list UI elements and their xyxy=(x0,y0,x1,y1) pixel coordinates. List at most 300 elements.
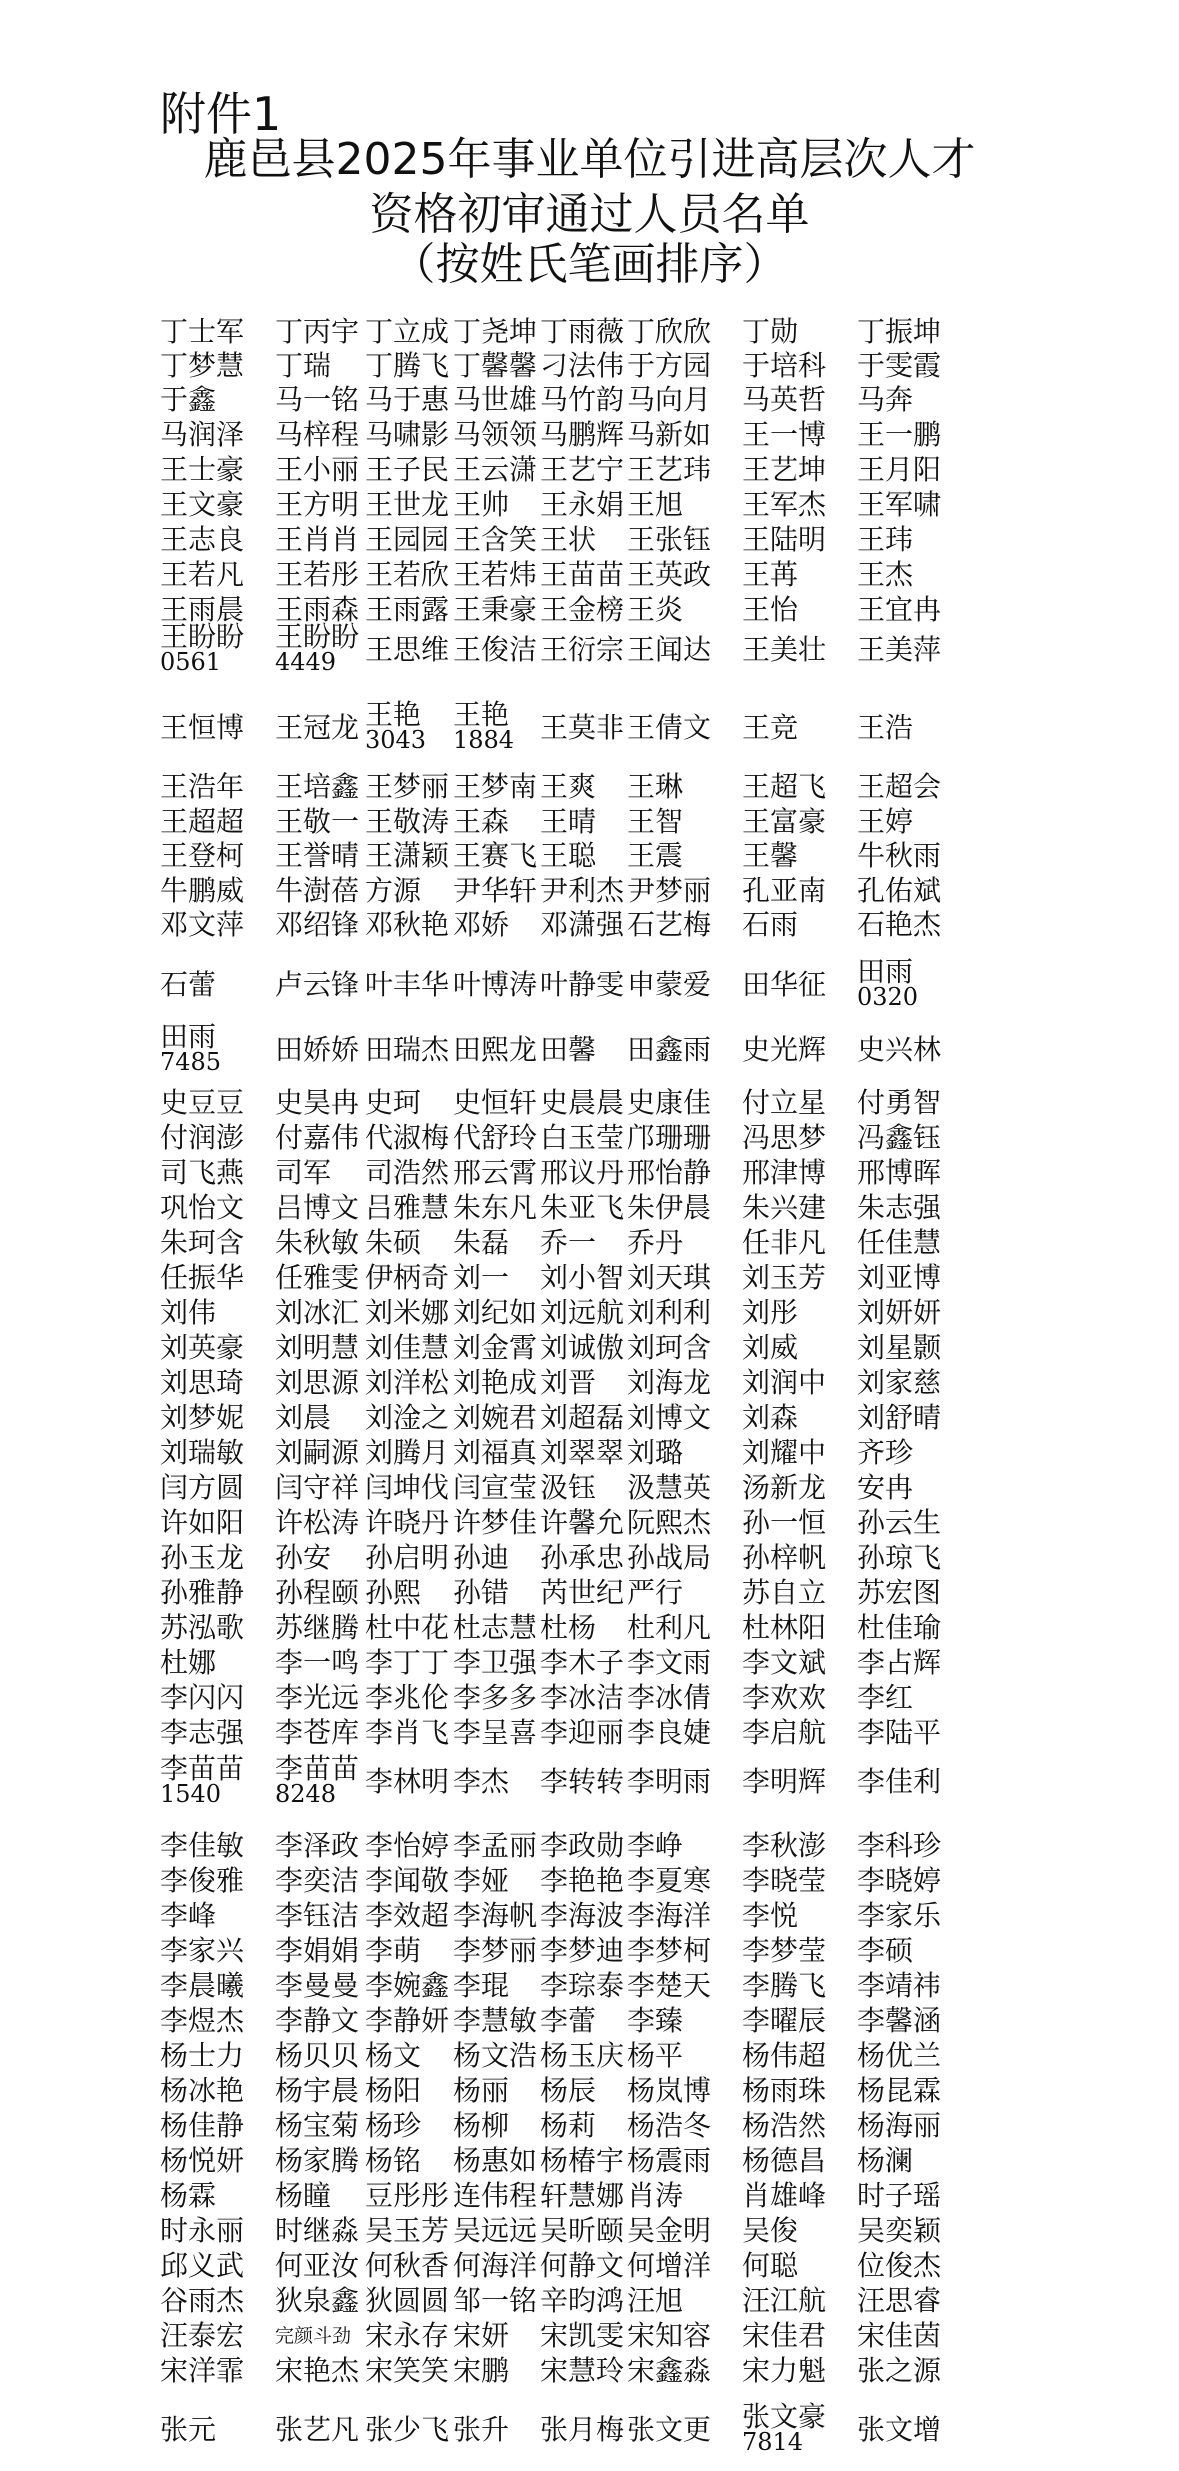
name-cell: 李志强 xyxy=(160,1716,245,1749)
name-cell: 刘洋松 xyxy=(365,1366,450,1399)
name-cell: 刘博文 xyxy=(627,1401,712,1434)
name-cell: 李腾飞 xyxy=(742,1969,827,2002)
name-cell: 苏宏图 xyxy=(857,1576,942,1609)
name-cell: 李明辉 xyxy=(742,1765,827,1798)
name-cell: 李秋澎 xyxy=(742,1829,827,1862)
name-cell: 王超飞 xyxy=(742,770,827,803)
name-cell: 李家乐 xyxy=(857,1899,942,1932)
name-cell: 任振华 xyxy=(160,1261,245,1294)
name-cell: 朱志强 xyxy=(857,1191,942,1224)
name-cell: 李晨曦 xyxy=(160,1969,245,2002)
name-cell: 乔丹 xyxy=(627,1226,684,1259)
name-cell: 王登柯 xyxy=(160,839,245,872)
name-cell: 王赛飞 xyxy=(453,839,538,872)
name-cell: 刘嗣源 xyxy=(275,1436,360,1469)
name-cell: 石艳杰 xyxy=(857,908,942,941)
name-cell: 丁梦慧 xyxy=(160,349,245,382)
name-cell: 李一鸣 xyxy=(275,1646,360,1679)
name-cell: 马梓程 xyxy=(275,418,360,451)
name-cell: 王英政 xyxy=(627,558,712,591)
name-cell: 杨惠如 xyxy=(453,2144,538,2177)
name-cell: 李琨 xyxy=(453,1969,510,2002)
name-cell: 宋鑫淼 xyxy=(627,2354,712,2387)
name-cell: 丁尧坤 xyxy=(453,315,538,348)
name-cell: 马竹韵 xyxy=(540,383,625,416)
name-cell: 王若凡 xyxy=(160,558,245,591)
name-cell: 刘小智 xyxy=(540,1261,625,1294)
name-cell: 刘润中 xyxy=(742,1366,827,1399)
name-cell: 李苗苗 1540 xyxy=(160,1752,245,1808)
name-cell: 王森 xyxy=(453,805,510,838)
name-cell: 杨文 xyxy=(365,2039,422,2072)
name-cell: 杨椿宇 xyxy=(540,2144,625,2177)
name-cell: 杨珍 xyxy=(365,2109,422,2142)
name-cell: 何亚汝 xyxy=(275,2249,360,2282)
name-cell: 王子民 xyxy=(365,453,450,486)
name-cell: 王苗苗 xyxy=(540,558,625,591)
name-cell: 丁立成 xyxy=(365,315,450,348)
name-cell: 王若彤 xyxy=(275,558,360,591)
name-cell: 杨铭 xyxy=(365,2144,422,2177)
name-cell: 李良婕 xyxy=(627,1716,712,1749)
name-cell: 孙迪 xyxy=(453,1541,510,1574)
name-cell: 马英哲 xyxy=(742,383,827,416)
name-cell: 刘伟 xyxy=(160,1296,217,1329)
name-cell: 邓娇 xyxy=(453,908,510,941)
name-cell: 邓潇强 xyxy=(540,908,625,941)
name-cell: 杨雨珠 xyxy=(742,2074,827,2107)
name-cell: 宋笑笑 xyxy=(365,2354,450,2387)
name-cell: 王誉晴 xyxy=(275,839,360,872)
name-cell: 李梦柯 xyxy=(627,1934,712,1967)
name-cell: 刘亚博 xyxy=(857,1261,942,1294)
name-cell: 杨文浩 xyxy=(453,2039,538,2072)
name-cell: 田雨 0320 xyxy=(857,955,919,1011)
name-cell: 孙琼飞 xyxy=(857,1541,942,1574)
name-cell: 杨丽 xyxy=(453,2074,510,2107)
name-cell: 叶博涛 xyxy=(453,968,538,1001)
name-cell: 刘一 xyxy=(453,1261,510,1294)
name-cell: 刘翠翠 xyxy=(540,1436,625,1469)
name-cell: 孔亚南 xyxy=(742,874,827,907)
name-cell: 李文斌 xyxy=(742,1646,827,1679)
name-cell: 李家兴 xyxy=(160,1934,245,1967)
name-cell: 刘思源 xyxy=(275,1366,360,1399)
name-cell: 何海洋 xyxy=(453,2249,538,2282)
name-cell: 李煜杰 xyxy=(160,2004,245,2037)
name-cell: 王帅 xyxy=(453,488,510,521)
name-cell: 刘海龙 xyxy=(627,1366,712,1399)
name-cell: 刘婉君 xyxy=(453,1401,538,1434)
name-cell: 李婉鑫 xyxy=(365,1969,450,2002)
name-cell: 宋艳杰 xyxy=(275,2354,360,2387)
name-cell: 何增洋 xyxy=(627,2249,712,2282)
name-cell: 王肖肖 xyxy=(275,523,360,556)
name-cell: 吕雅慧 xyxy=(365,1191,450,1224)
name-cell: 王秉豪 xyxy=(453,593,538,626)
name-cell: 张文更 xyxy=(627,2413,712,2446)
name-cell: 王梦南 xyxy=(453,770,538,803)
name-cell: 刘威 xyxy=(742,1331,799,1364)
name-cell: 王若欣 xyxy=(365,558,450,591)
name-cell: 王一博 xyxy=(742,418,827,451)
name-cell: 李海洋 xyxy=(627,1899,712,1932)
name-cell: 王敬一 xyxy=(275,805,360,838)
name-cell: 王世龙 xyxy=(365,488,450,521)
name-cell: 史光辉 xyxy=(742,1033,827,1066)
name-cell: 李梦莹 xyxy=(742,1934,827,1967)
name-cell: 田瑞杰 xyxy=(365,1033,450,1066)
name-cell: 齐珍 xyxy=(857,1436,914,1469)
name-cell: 王浩 xyxy=(857,711,914,744)
name-cell: 史晨晨 xyxy=(540,1086,625,1119)
name-cell: 伊柄奇 xyxy=(365,1261,450,1294)
name-cell: 闫方圆 xyxy=(160,1471,245,1504)
name-cell: 王杰 xyxy=(857,558,914,591)
name-cell: 刘远航 xyxy=(540,1296,625,1329)
name-cell: 孙错 xyxy=(453,1576,510,1609)
name-cell: 李海帆 xyxy=(453,1899,538,1932)
name-cell: 于雯霞 xyxy=(857,349,942,382)
name-cell: 孔佑斌 xyxy=(857,874,942,907)
name-cell: 邓文萍 xyxy=(160,908,245,941)
name-cell: 位俊杰 xyxy=(857,2249,942,2282)
name-cell: 宋洋霏 xyxy=(160,2354,245,2387)
name-cell: 杨浩冬 xyxy=(627,2109,712,2142)
name-cell: 方源 xyxy=(365,874,422,907)
name-cell: 李峰 xyxy=(160,1899,217,1932)
name-cell: 刘冰汇 xyxy=(275,1296,360,1329)
name-cell: 史恒轩 xyxy=(453,1086,538,1119)
name-cell: 史珂 xyxy=(365,1086,422,1119)
name-cell: 刘福真 xyxy=(453,1436,538,1469)
name-cell: 王雨森 xyxy=(275,593,360,626)
name-cell: 邢云霄 xyxy=(453,1156,538,1189)
name-cell: 张文豪 7814 xyxy=(742,2400,827,2456)
name-cell: 邢怡静 xyxy=(627,1156,712,1189)
name-cell: 吴奕颖 xyxy=(857,2214,942,2247)
name-cell: 朱硕 xyxy=(365,1226,422,1259)
name-cell: 杜志慧 xyxy=(453,1611,538,1644)
name-cell: 李梦迪 xyxy=(540,1934,625,1967)
name-cell: 李冰倩 xyxy=(627,1681,712,1714)
name-cell: 张少飞 xyxy=(365,2413,450,2446)
name-cell: 谷雨杰 xyxy=(160,2284,245,2317)
name-cell: 宋佳君 xyxy=(742,2319,827,2352)
name-cell: 吴玉芳 xyxy=(365,2214,450,2247)
name-cell: 刘米娜 xyxy=(365,1296,450,1329)
name-cell: 李悦 xyxy=(742,1899,799,1932)
document-title-line3: （按姓氏笔画排序） xyxy=(391,239,788,290)
name-cell: 刘玉芳 xyxy=(742,1261,827,1294)
name-cell: 李呈喜 xyxy=(453,1716,538,1749)
name-cell: 汪泰宏 xyxy=(160,2319,245,2352)
name-cell: 刘利利 xyxy=(627,1296,712,1329)
name-cell: 严行 xyxy=(627,1576,684,1609)
name-cell: 王聪 xyxy=(540,839,597,872)
name-cell: 李萌 xyxy=(365,1934,422,1967)
name-cell: 李文雨 xyxy=(627,1646,712,1679)
name-cell: 杨霖 xyxy=(160,2179,217,2212)
name-cell: 李效超 xyxy=(365,1899,450,1932)
name-cell: 史昊冉 xyxy=(275,1086,360,1119)
name-cell: 邢博晖 xyxy=(857,1156,942,1189)
name-cell: 李梦丽 xyxy=(453,1934,538,1967)
name-cell: 汲钰 xyxy=(540,1471,597,1504)
name-cell: 吕博文 xyxy=(275,1191,360,1224)
name-cell: 孙云生 xyxy=(857,1506,942,1539)
name-cell: 杨优兰 xyxy=(857,2039,942,2072)
name-cell: 王军啸 xyxy=(857,488,942,521)
name-cell: 肖雄峰 xyxy=(742,2179,827,2212)
name-cell: 王美壮 xyxy=(742,633,827,666)
name-cell: 王婷 xyxy=(857,805,914,838)
name-cell: 李孟丽 xyxy=(453,1829,538,1862)
name-cell: 马啸影 xyxy=(365,418,450,451)
name-cell: 朱秋敏 xyxy=(275,1226,360,1259)
name-cell: 李海波 xyxy=(540,1899,625,1932)
name-cell: 刘艳成 xyxy=(453,1366,538,1399)
name-cell: 杨莉 xyxy=(540,2109,597,2142)
name-cell: 王永娟 xyxy=(540,488,625,521)
name-cell: 孙战局 xyxy=(627,1541,712,1574)
name-cell: 刘腾月 xyxy=(365,1436,450,1469)
name-cell: 刘晨 xyxy=(275,1401,332,1434)
name-cell: 朱亚飞 xyxy=(540,1191,625,1224)
name-cell: 田鑫雨 xyxy=(627,1033,712,1066)
name-cell: 汪旭 xyxy=(627,2284,684,2317)
name-cell: 王闻达 xyxy=(627,633,712,666)
name-cell: 任佳慧 xyxy=(857,1226,942,1259)
name-cell: 王状 xyxy=(540,523,597,556)
name-cell: 马鹏辉 xyxy=(540,418,625,451)
name-cell: 丁腾飞 xyxy=(365,349,450,382)
name-cell: 王盼盼 0561 xyxy=(160,620,245,676)
name-cell: 李苍库 xyxy=(275,1716,360,1749)
name-cell: 牛鹏威 xyxy=(160,874,245,907)
name-cell: 李占辉 xyxy=(857,1646,942,1679)
name-cell: 王旭 xyxy=(627,488,684,521)
name-cell: 杜中花 xyxy=(365,1611,450,1644)
name-cell: 邓绍锋 xyxy=(275,908,360,941)
name-cell: 孙程颐 xyxy=(275,1576,360,1609)
name-cell: 王俊洁 xyxy=(453,633,538,666)
name-cell: 李卫强 xyxy=(453,1646,538,1679)
name-cell: 任雅雯 xyxy=(275,1261,360,1294)
name-cell: 王潇颖 xyxy=(365,839,450,872)
name-cell: 杨震雨 xyxy=(627,2144,712,2177)
name-cell: 付润澎 xyxy=(160,1121,245,1154)
name-cell: 李楚天 xyxy=(627,1969,712,2002)
name-cell: 王玮 xyxy=(857,523,914,556)
name-cell: 王若炜 xyxy=(453,558,538,591)
name-cell: 丁振坤 xyxy=(857,315,942,348)
name-cell: 汲慧英 xyxy=(627,1471,712,1504)
name-cell: 李晓莹 xyxy=(742,1864,827,1897)
name-cell: 丁勋 xyxy=(742,315,799,348)
name-cell: 宋知容 xyxy=(627,2319,712,2352)
name-cell: 李欢欢 xyxy=(742,1681,827,1714)
name-cell: 许梦佳 xyxy=(453,1506,538,1539)
name-cell: 王超会 xyxy=(857,770,942,803)
name-cell: 李苗苗 8248 xyxy=(275,1752,360,1808)
name-cell: 石蕾 xyxy=(160,968,217,1001)
name-cell: 吴昕颐 xyxy=(540,2214,625,2247)
name-cell: 时继淼 xyxy=(275,2214,360,2247)
name-cell: 尹梦丽 xyxy=(627,874,712,907)
name-cell: 许馨允 xyxy=(540,1506,625,1539)
name-cell: 杨瞳 xyxy=(275,2179,332,2212)
name-cell: 王怡 xyxy=(742,593,799,626)
name-cell: 孙玉龙 xyxy=(160,1541,245,1574)
name-cell: 王恒博 xyxy=(160,711,245,744)
name-cell: 王方明 xyxy=(275,488,360,521)
name-cell: 邢津博 xyxy=(742,1156,827,1189)
name-cell: 刘星颢 xyxy=(857,1331,942,1364)
name-cell: 宋力魁 xyxy=(742,2354,827,2387)
name-cell: 李杰 xyxy=(453,1765,510,1798)
name-cell: 王爽 xyxy=(540,770,597,803)
name-cell: 邝珊珊 xyxy=(627,1121,712,1154)
name-cell: 王艺玮 xyxy=(627,453,712,486)
name-cell: 杨悦妍 xyxy=(160,2144,245,2177)
name-cell: 杨柳 xyxy=(453,2109,510,2142)
name-cell: 王浩年 xyxy=(160,770,245,803)
name-cell: 杜利凡 xyxy=(627,1611,712,1644)
name-cell: 李明雨 xyxy=(627,1765,712,1798)
name-cell: 刘佳慧 xyxy=(365,1331,450,1364)
name-cell: 朱东凡 xyxy=(453,1191,538,1224)
name-cell: 豆彤彤 xyxy=(365,2179,450,2212)
name-cell: 杨家腾 xyxy=(275,2144,360,2177)
name-cell: 李琮泰 xyxy=(540,1969,625,2002)
name-cell: 石艺梅 xyxy=(627,908,712,941)
name-cell: 李硕 xyxy=(857,1934,914,1967)
name-cell: 时子瑶 xyxy=(857,2179,942,2212)
name-cell: 杜佳瑜 xyxy=(857,1611,942,1644)
name-cell: 李佳敏 xyxy=(160,1829,245,1862)
document-title-line1: 鹿邑县2025年事业单位引进高层次人才 xyxy=(203,134,976,185)
name-cell: 李晓婷 xyxy=(857,1864,942,1897)
name-cell: 白玉莹 xyxy=(540,1121,625,1154)
name-cell: 刘妍妍 xyxy=(857,1296,942,1329)
name-cell: 王盼盼 4449 xyxy=(275,620,360,676)
name-cell: 马世雄 xyxy=(453,383,538,416)
name-cell: 轩慧娜 xyxy=(540,2179,625,2212)
name-cell: 刘天琪 xyxy=(627,1261,712,1294)
name-cell: 李科珍 xyxy=(857,1829,942,1862)
name-cell: 刘珂含 xyxy=(627,1331,712,1364)
name-cell: 闫守祥 xyxy=(275,1471,360,1504)
name-cell: 孙安 xyxy=(275,1541,332,1574)
name-cell: 王敬涛 xyxy=(365,805,450,838)
name-cell: 苏泓歌 xyxy=(160,1611,245,1644)
name-cell: 完颜斗劲 xyxy=(275,2325,352,2347)
name-cell: 辛昀鸿 xyxy=(540,2284,625,2317)
name-cell: 王超超 xyxy=(160,805,245,838)
name-cell: 宋佳茵 xyxy=(857,2319,942,2352)
name-cell: 李转转 xyxy=(540,1765,625,1798)
name-cell: 司飞燕 xyxy=(160,1156,245,1189)
name-cell: 李启航 xyxy=(742,1716,827,1749)
name-cell: 史豆豆 xyxy=(160,1086,245,1119)
name-cell: 张月梅 xyxy=(540,2413,625,2446)
name-cell: 刘彤 xyxy=(742,1296,799,1329)
name-cell: 邱义武 xyxy=(160,2249,245,2282)
name-cell: 阮熙杰 xyxy=(627,1506,712,1539)
name-cell: 卢云锋 xyxy=(275,968,360,1001)
name-cell: 刘淦之 xyxy=(365,1401,450,1434)
name-cell: 宋鹏 xyxy=(453,2354,510,2387)
name-cell: 冯思梦 xyxy=(742,1121,827,1154)
name-cell: 丁馨馨 xyxy=(453,349,538,382)
name-cell: 刘瑞敏 xyxy=(160,1436,245,1469)
name-cell: 孙承忠 xyxy=(540,1541,625,1574)
name-cell: 任非凡 xyxy=(742,1226,827,1259)
name-cell: 孙梓帆 xyxy=(742,1541,827,1574)
name-cell: 代淑梅 xyxy=(365,1121,450,1154)
name-cell: 李林明 xyxy=(365,1765,450,1798)
name-cell: 杨阳 xyxy=(365,2074,422,2107)
name-cell: 丁瑞 xyxy=(275,349,332,382)
name-cell: 王倩文 xyxy=(627,711,712,744)
name-cell: 巩怡文 xyxy=(160,1191,245,1224)
name-cell: 杜杨 xyxy=(540,1611,597,1644)
name-cell: 叶静雯 xyxy=(540,968,625,1001)
name-cell: 田华征 xyxy=(742,968,827,1001)
name-cell: 李靖祎 xyxy=(857,1969,942,2002)
name-cell: 安冉 xyxy=(857,1471,914,1504)
name-cell: 李迎丽 xyxy=(540,1716,625,1749)
name-cell: 刁法伟 xyxy=(540,349,625,382)
name-cell: 杨德昌 xyxy=(742,2144,827,2177)
name-cell: 杨岚博 xyxy=(627,2074,712,2107)
name-cell: 李娅 xyxy=(453,1864,510,1897)
name-cell: 张文增 xyxy=(857,2413,942,2446)
name-cell: 李蕾 xyxy=(540,2004,597,2037)
name-cell: 王莫非 xyxy=(540,711,625,744)
name-cell: 杨澜 xyxy=(857,2144,914,2177)
name-cell: 杨宝菊 xyxy=(275,2109,360,2142)
name-cell: 马一铭 xyxy=(275,383,360,416)
name-cell: 王含笑 xyxy=(453,523,538,556)
name-cell: 李钰洁 xyxy=(275,1899,360,1932)
name-cell: 狄圆圆 xyxy=(365,2284,450,2317)
name-cell: 杨士力 xyxy=(160,2039,245,2072)
name-cell: 杜娜 xyxy=(160,1646,217,1679)
name-cell: 宋妍 xyxy=(453,2319,510,2352)
name-cell: 孙雅静 xyxy=(160,1576,245,1609)
name-cell: 张之源 xyxy=(857,2354,942,2387)
name-cell: 苏继腾 xyxy=(275,1611,360,1644)
name-cell: 李慧敏 xyxy=(453,2004,538,2037)
name-cell: 王培鑫 xyxy=(275,770,360,803)
name-cell: 田馨 xyxy=(540,1033,597,1066)
name-cell: 刘璐 xyxy=(627,1436,684,1469)
name-cell: 杨浩然 xyxy=(742,2109,827,2142)
name-cell: 孙启明 xyxy=(365,1541,450,1574)
name-cell: 朱磊 xyxy=(453,1226,510,1259)
name-cell: 李娟娟 xyxy=(275,1934,360,1967)
name-cell: 付勇智 xyxy=(857,1086,942,1119)
name-cell: 何静文 xyxy=(540,2249,625,2282)
name-cell: 马领领 xyxy=(453,418,538,451)
name-cell: 王园园 xyxy=(365,523,450,556)
name-cell: 付立星 xyxy=(742,1086,827,1119)
name-cell: 宋永存 xyxy=(365,2319,450,2352)
name-cell: 王一鹏 xyxy=(857,418,942,451)
name-cell: 李曜辰 xyxy=(742,2004,827,2037)
